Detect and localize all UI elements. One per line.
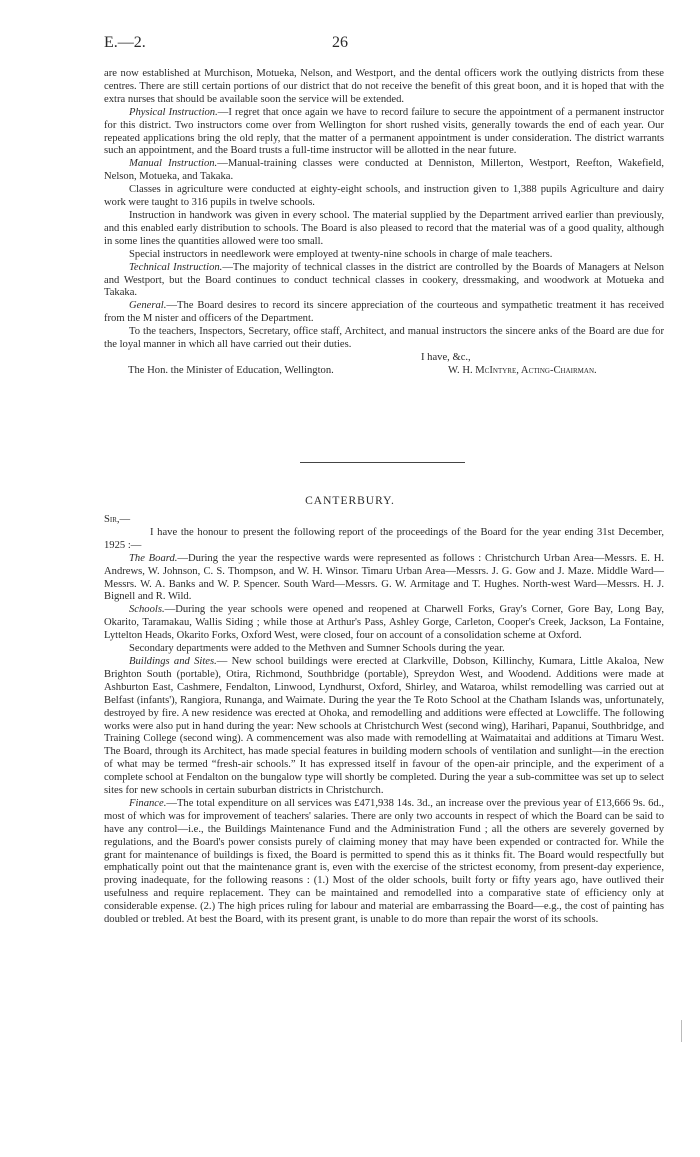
- section-divider: [300, 462, 465, 463]
- signatory: W. H. McIntyre, Acting-Chairman.: [448, 364, 597, 376]
- schools-paragraph: [104, 604, 664, 643]
- general-heading: General.: [129, 300, 167, 312]
- buildings-paragraph: [104, 656, 664, 798]
- technical-instruction-text: —The majority of technical classes in the district are controlled by the Boards of Managers at Nelson and Westport, but the Board continues to conduct technical classes in cookery, dressmaking, and woodwork at Motueka and Takaka.: [104, 261, 665, 299]
- finance-text: —The total expenditure on all services was £471,938 14s. 3d., an increase over the previous year of £13,666 9s. 6d., most of which was for improvement of teachers' salaries. There are only two accounts in respect of which the Board can be said to have any control—i.e., the Buildings Maintenance Fund and the Administration Fund ; all the others are severely governed by regulations, and the Board's power consists purely of claiming money that may have been expended or contracted for. While the grant for maintenance of buildings is fixed, the Board is permitted to spend this as it thinks fit. The Board would respectfully but emphatically point out that the maintenance grant is, even with the exercise of the strictest economy, from present-day experience, proving inadequate, for the following reasons : (1.) Most of the older schools, built forty or fifty years ago, have outlived their usefulness and require replacement. They can be maintained and remodelled into a comparative state of efficiency only at considerable expense. (2.) The high prices ruling for labour and material are embarrassing the Board—e.g., the cost of painting has doubled or trebled. At best the Board, with its present grant, is unable to do more than repair the worst of its schools.: [104, 797, 664, 926]
- physical-instruction-heading: Physical Instruction.: [129, 106, 218, 118]
- dental-paragraph: are now established at Murchison, Motueka, Nelson, and Westport, and the dental officers work the outlying districts from these centres. There are still certain portions of our district that do not receive the benefit of this great boon, and it is hoped that with the extra nurses that should be available soon the service will be extended.: [104, 68, 664, 105]
- canterbury-report: [104, 514, 664, 927]
- closing-formula: I have, &c.,: [421, 351, 471, 363]
- handwork-paragraph: Instruction in handwork was given in every school. The material supplied by the Department arrived earlier than previously, and this enabled early distribution to schools. The Board is also pleased to record that the material was of a good quality, although in some lines the quantities allowed were too small.: [104, 209, 664, 247]
- manual-instruction-heading: Manual Instruction.: [129, 158, 218, 170]
- buildings-text: — New school buildings were erected at Clarkville, Dobson, Killinchy, Kumara, Little Akaloa, New Brighton South (portable), Otira, Richmond, Southbridge (portable), Spreydon West, and Woodend. Additions were made at Ashburton East, Cashmere, Fendalton, Linwood, Lyndhurst, Oxford, Shirley, and Wataroa, whilst remodelling was carried out at Belfast (infants'), Rangiora, Runanga, and Waimate. During the year the Te Roto School at the Chatham Islands was, unfortunately, destroyed by fire. A new residence was erected at Ohoka, and remodelling and additions were effected at Lowcliffe. The following works were also put in hand during the year: New schools at Christchurch West (second wing), Harihari, Papanui, Southbridge, and Training College (second wing). A commencement was also made with remodelling at Waimataitai and additions at Timaru West. The Board, through its Architect, has made special features in building modern schools of ventilation and sunlight—in the erection of what may be termed “fresh-air schools.” It has expressed itself in favour of the open-air principle, and the experiment of a complete school at Fendalton on the bungalow type will shortly be completed. During the year a sub-committee was set up to select sites for new schools in certain suburban districts in Christchurch.: [104, 655, 664, 797]
- schools-text: —During the year schools were opened and reopened at Charwell Forks, Gray's Corner, Gore Bay, Long Bay, Okarito, Taramakau, Wallis Siding ; while those at Arthur's Pass, Ashley Gorge, Carleton, Cooper's Creek, Jackson, La Fontaine, Lyttelton Heads, Okarito Forks, Oxford West, were closed, four on account of a consolidation scheme at Oxford.: [104, 604, 664, 642]
- general-paragraph: [104, 300, 664, 326]
- manual-instruction-text: —Manual-training classes were conducted at Denniston, Millerton, Westport, Reefton, Wakefield, Nelson, Motueka, and Takaka.: [104, 158, 665, 183]
- signature-row: [104, 365, 664, 378]
- general-text: —The Board desires to record its sincere appreciation of the courteous and sympathetic treatment it has received from the M nister and officers of the Department.: [104, 300, 664, 325]
- physical-instruction-text: —I regret that once again we have to record failure to secure the appointment of a permanent instructor for this district. Two instructors come over from Wellington for short rushed visits, generally towards the end of each year. Our repeated applications bring the old reply, that the matter of a permanent appointment is under consideration. The district warrants such an appointment, and the Board trusts a full-time instructor will be allotted in the near future.: [104, 106, 664, 157]
- margin-mark: [681, 1020, 682, 1042]
- nelson-report-continuation: [104, 68, 664, 378]
- buildings-heading: Buildings and Sites.: [129, 655, 217, 667]
- section-title: CANTERBURY.: [305, 495, 395, 507]
- document-reference: E.—2.: [104, 34, 146, 51]
- intro-paragraph: I have the honour to present the following report of the proceedings of the Board for the year ending 31st December, 1925 :—: [104, 526, 664, 551]
- manual-instruction-paragraph: [104, 158, 664, 184]
- agriculture-paragraph: Classes in agriculture were conducted at eighty-eight schools, and instruction given to 1,388 pupils Agriculture and dairy work were taught to 316 pupils in twelve schools.: [104, 184, 664, 209]
- schools-heading: Schools.: [129, 604, 165, 616]
- secondary-paragraph: Secondary departments were added to the Methven and Sumner Schools during the year.: [129, 643, 505, 655]
- board-heading: The Board.: [129, 552, 178, 564]
- thanks-paragraph: To the teachers, Inspectors, Secretary, office staff, Architect, and manual instructors the sincere anks of the Board are due for the loyal manner in which all have carried out their duties.: [104, 326, 664, 351]
- finance-paragraph: [104, 798, 664, 927]
- board-text: —During the year the respective wards were represented as follows : Christchurch Urban Area—Messrs. E. H. Andrews, W. Johnson, C. S. Thompson, and W. H. Winsor. Timaru Urban Area—Messrs. J. G. Gow and J. Maze. Middle Ward—Messrs. W. A. Banks and W. P. Spencer. South Ward—Messrs. G. W. Armitage and T. Hughes. North-west Ward—Messrs. H. J. Bignell and R. Wild.: [104, 552, 664, 603]
- technical-instruction-paragraph: [104, 262, 664, 301]
- needlework-paragraph: Special instructors in needlework were employed at twenty-nine schools in charge of male teachers.: [129, 248, 553, 260]
- closing-row: [104, 352, 664, 365]
- board-paragraph: [104, 553, 664, 605]
- salutation: Sir,—: [104, 514, 131, 525]
- finance-heading: Finance.: [129, 797, 167, 809]
- physical-instruction-paragraph: [104, 107, 664, 159]
- page-number: 26: [332, 34, 348, 51]
- technical-instruction-heading: Technical Instruction.: [129, 261, 223, 273]
- addressee: The Hon. the Minister of Education, Wellington.: [128, 364, 334, 376]
